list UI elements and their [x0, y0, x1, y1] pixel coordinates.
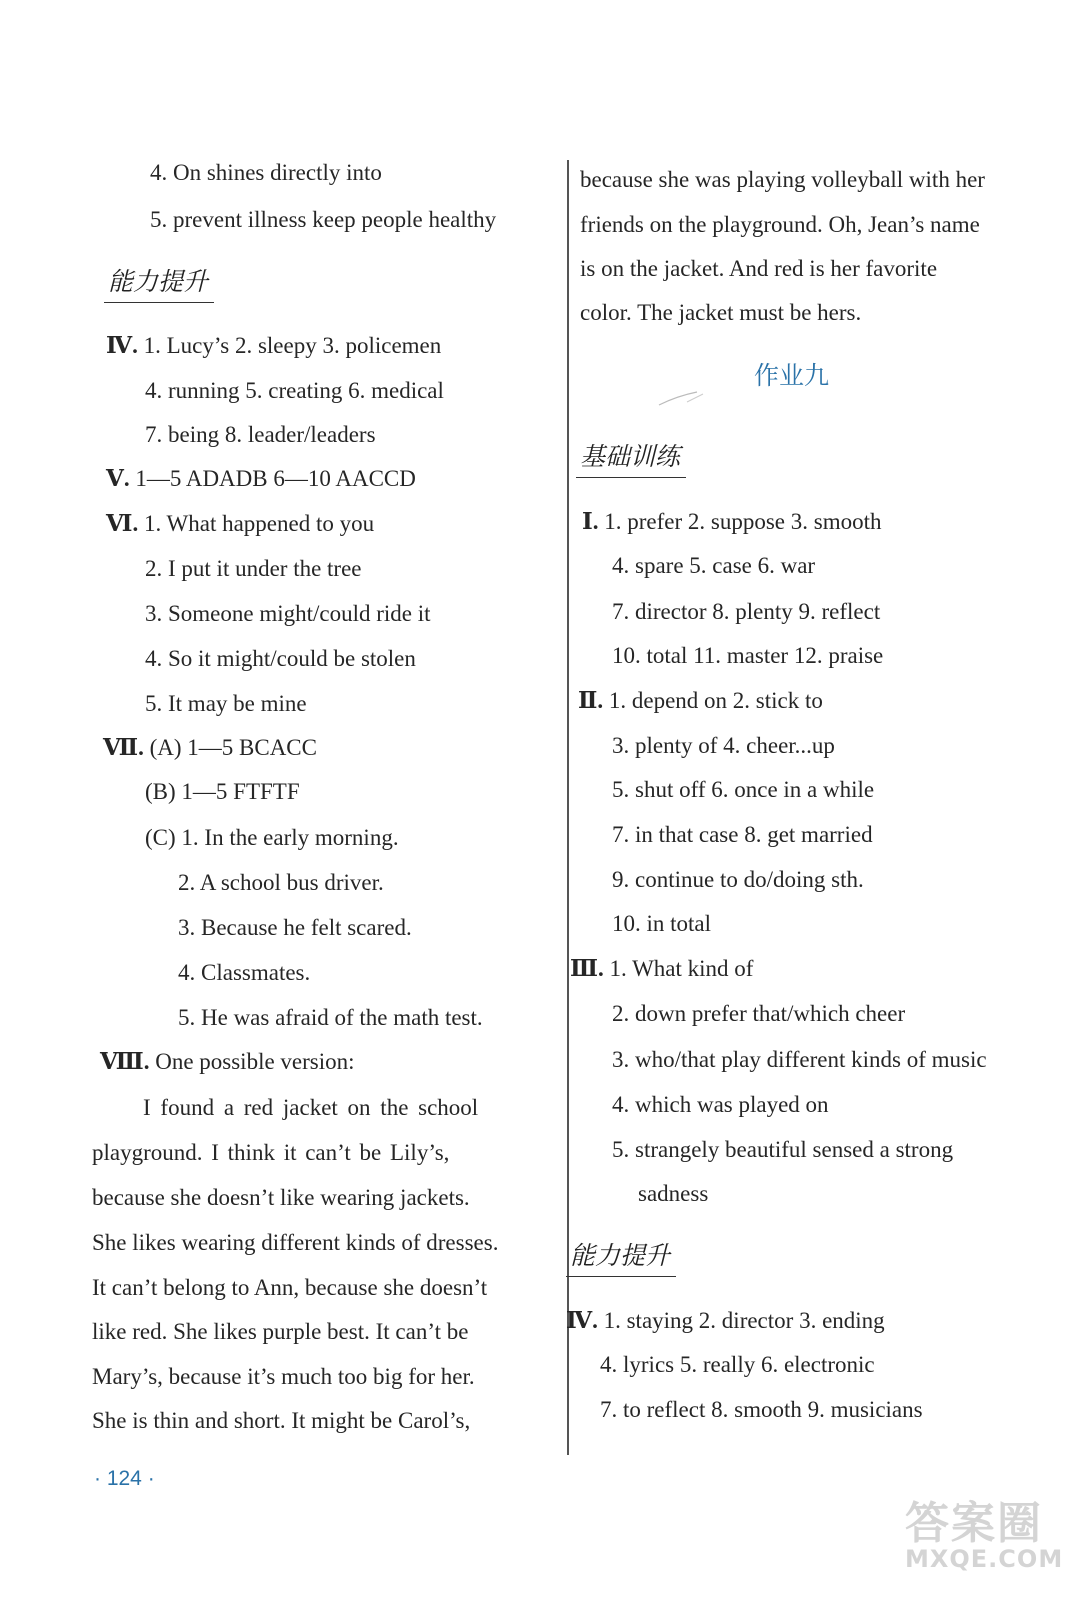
answer-line: 5. strangely beautiful sensed a strong — [612, 1137, 954, 1162]
answer-line: 10. in total — [612, 911, 712, 936]
answer-line: 7. director 8. plenty 9. reflect — [612, 599, 881, 624]
answer-line: 4. spare 5. case 6. war — [612, 553, 816, 578]
answer-text: 1. prefer 2. suppose 3. smooth — [604, 509, 882, 534]
homework-title: 作业九 — [754, 361, 830, 390]
roman-label: Ⅶ. — [103, 735, 144, 760]
answer-line: 4. running 5. creating 6. medical — [145, 378, 444, 403]
essay-line: Mary’s, because it’s much too big for her. — [92, 1364, 475, 1389]
answer-line — [578, 686, 823, 716]
roman-label: Ⅵ. — [106, 511, 139, 536]
section-title-basic: 基础训练 — [576, 441, 686, 478]
essay-line: is on the jacket. And red is her favorite — [580, 256, 938, 281]
answer-line: 2. I put it under the tree — [145, 556, 362, 581]
answer-text: 1. What kind of — [609, 956, 754, 981]
roman-label: Ⅴ. — [106, 466, 130, 491]
answer-line: 2. A school bus driver. — [178, 870, 384, 895]
answer-line — [106, 331, 441, 361]
answer-line — [570, 954, 753, 984]
essay-line: friends on the playground. Oh, Jean’s name — [580, 212, 980, 237]
answer-line — [582, 507, 882, 537]
essay-line: She is thin and short. It might be Carol’s, — [92, 1408, 471, 1433]
answer-line: 7. in that case 8. get married — [612, 822, 873, 847]
watermark-logo — [905, 1500, 1063, 1572]
answer-line: 5. He was afraid of the math test. — [178, 1005, 483, 1030]
roman-label: Ⅳ. — [106, 333, 138, 358]
answer-line: 3. Because he felt scared. — [178, 915, 412, 940]
decorative-swoosh-icon — [657, 388, 727, 408]
answer-line: (C) 1. In the early morning. — [145, 825, 399, 850]
answer-text: One possible version: — [155, 1049, 355, 1074]
answer-text: 1—5 ADADB 6—10 AACCD — [135, 466, 416, 491]
essay-line: She likes wearing different kinds of dresses. — [92, 1230, 499, 1255]
answer-line: 3. plenty of 4. cheer...up — [612, 733, 835, 758]
section-title-ability: 能力提升 — [566, 1240, 676, 1277]
answer-line: 5. It may be mine — [145, 691, 307, 716]
essay-line: color. The jacket must be hers. — [580, 300, 862, 325]
answer-line: 7. being 8. leader/leaders — [145, 422, 376, 447]
answer-line: 4. which was played on — [612, 1092, 829, 1117]
answer-line — [566, 1306, 885, 1336]
roman-label: Ⅰ. — [582, 509, 599, 534]
answer-line: 4. So it might/could be stolen — [145, 646, 416, 671]
roman-label: Ⅲ. — [570, 956, 604, 981]
roman-label: Ⅱ. — [578, 688, 604, 713]
essay-line: because she was playing volleyball with her — [580, 167, 985, 192]
answer-line: 4. On shines directly into — [150, 160, 382, 185]
answer-line: 3. Someone might/could ride it — [145, 601, 431, 626]
essay-line: playground. I think it can’t be Lily’s, — [92, 1140, 450, 1165]
answer-line: 7. to reflect 8. smooth 9. musicians — [600, 1397, 923, 1422]
answer-line: 4. Classmates. — [178, 960, 311, 985]
essay-line: It can’t belong to Ann, because she doesn’t — [92, 1275, 488, 1300]
answer-line — [106, 464, 416, 494]
roman-label: Ⅳ. — [566, 1308, 598, 1333]
answer-line: sadness — [638, 1181, 709, 1206]
answer-line: (B) 1—5 FTFTF — [145, 779, 300, 804]
essay-line: because she doesn’t like wearing jackets. — [92, 1185, 470, 1210]
answer-line: 10. total 11. master 12. praise — [612, 643, 884, 668]
answer-line — [100, 1047, 355, 1077]
roman-label: Ⅷ. — [100, 1049, 150, 1074]
answer-text: 1. staying 2. director 3. ending — [603, 1308, 885, 1333]
answer-line — [103, 733, 317, 763]
answer-text: 1. What happened to you — [143, 511, 375, 536]
essay-line: like red. She likes purple best. It can’t be — [92, 1319, 469, 1344]
answer-line: 2. down prefer that/which cheer — [612, 1001, 906, 1026]
answer-text: 1. Lucy’s 2. sleepy 3. policemen — [143, 333, 442, 358]
answer-line: 9. continue to do/doing sth. — [612, 867, 864, 892]
page-number: · 124 · — [94, 1467, 155, 1490]
answer-line: 5. shut off 6. once in a while — [612, 777, 875, 802]
watermark-url: MXQE.COM — [905, 1545, 1064, 1573]
watermark-chinese: 答案圈 — [905, 1498, 1043, 1549]
answer-line: 4. lyrics 5. really 6. electronic — [600, 1352, 875, 1377]
answer-text: (A) 1—5 BCACC — [149, 735, 317, 760]
answer-line — [106, 509, 374, 539]
essay-line: I found a red jacket on the school — [143, 1095, 479, 1120]
answer-line: 3. who/that play different kinds of music — [612, 1047, 987, 1072]
answer-line: 5. prevent illness keep people healthy — [150, 207, 497, 232]
section-title-ability: 能力提升 — [104, 266, 214, 303]
answer-text: 1. depend on 2. stick to — [608, 688, 823, 713]
